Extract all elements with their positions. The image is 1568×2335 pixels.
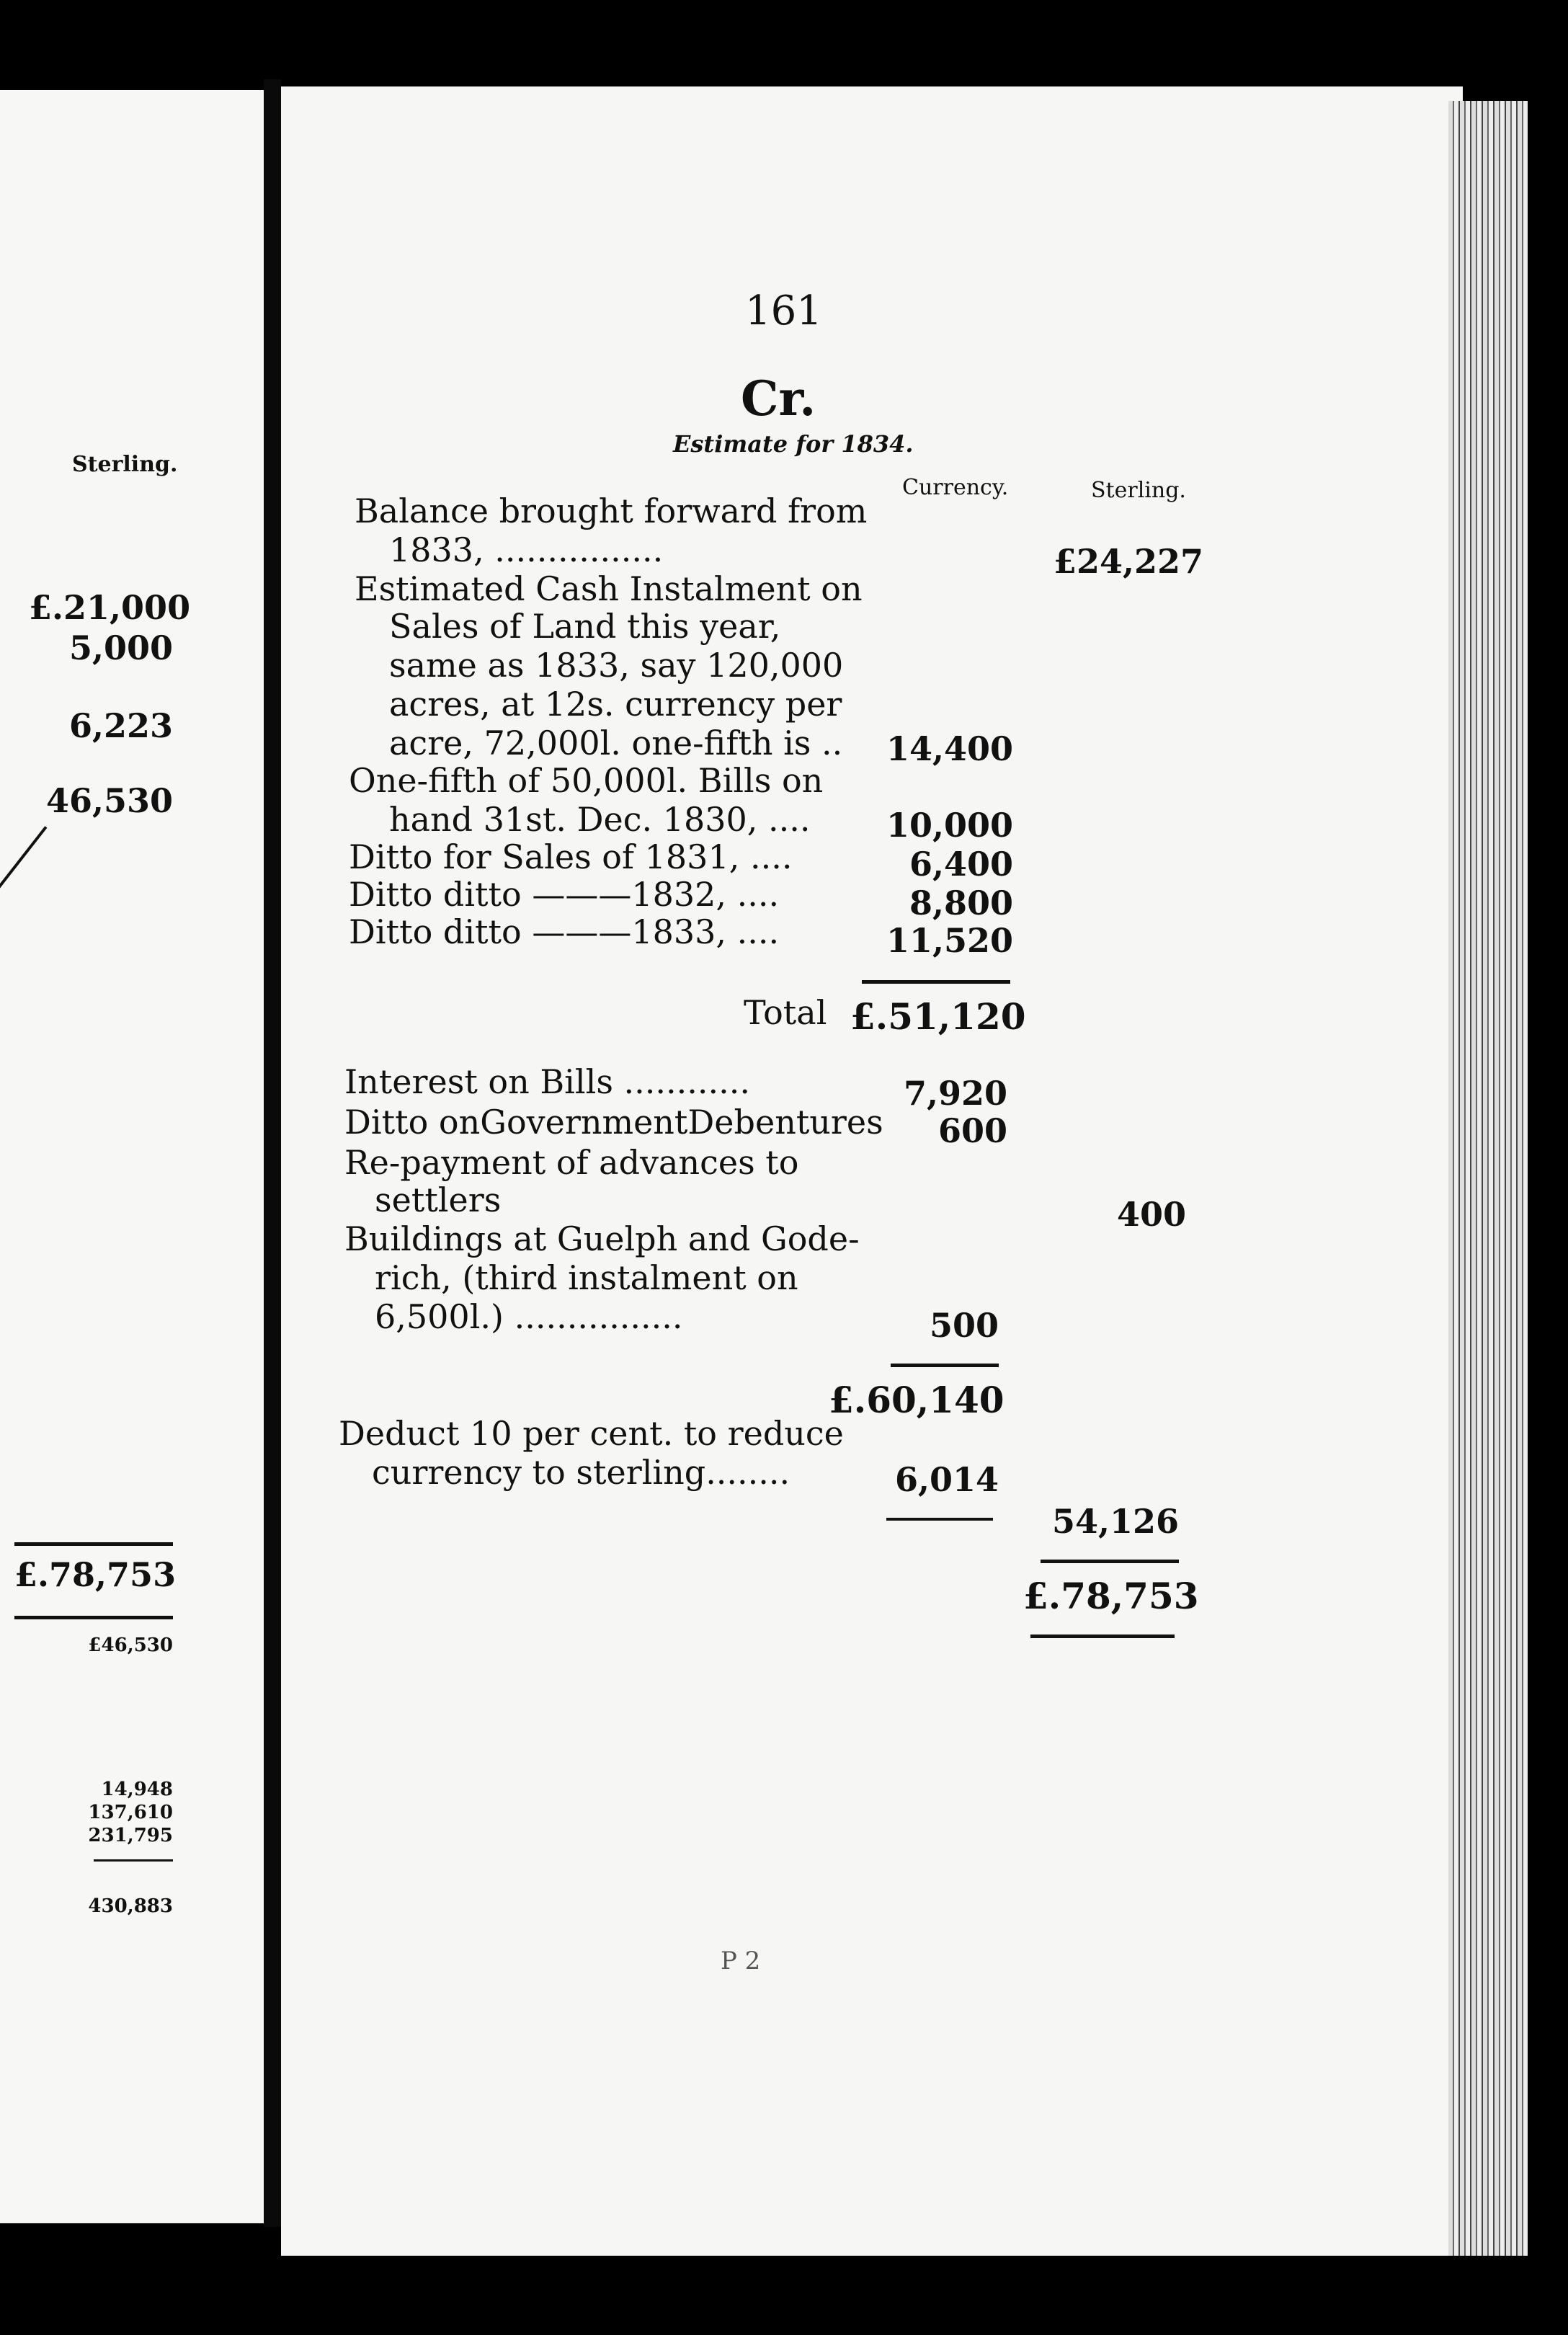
currency-value: 6,400	[909, 845, 1013, 884]
item-text: One-fifth of 50,000l. Bills on	[349, 761, 824, 800]
item-text: Ditto ditto ———1833, ....	[349, 912, 780, 951]
rule	[891, 1364, 999, 1367]
item-text: Ditto for Sales of 1831, ....	[349, 837, 793, 876]
sterling-value: £24,227	[1053, 542, 1203, 581]
currency-subtotal: £.60,140	[829, 1379, 1004, 1421]
rule	[94, 1859, 173, 1862]
item-text: 1833, ................	[389, 530, 664, 569]
item-text: acre, 72,000l. one-fifth is ..	[389, 724, 843, 762]
sterling-value: 54,126	[1051, 1502, 1179, 1541]
currency-value: 600	[937, 1111, 1007, 1150]
item-text: Balance brought forward from	[355, 492, 868, 530]
left-value: 137,610	[88, 1802, 173, 1823]
currency-value: 7,920	[903, 1074, 1007, 1113]
item-text: Sales of Land this year,	[389, 607, 781, 646]
item-text: Deduct 10 per cent. to reduce	[339, 1414, 844, 1453]
left-value: 231,795	[88, 1825, 173, 1846]
item-text: Re-payment of advances to	[344, 1143, 799, 1182]
item-text: Estimated Cash Instalment on	[355, 569, 863, 608]
currency-total: £.51,120	[850, 995, 1026, 1038]
left-value: 430,883	[88, 1895, 173, 1917]
gutter	[264, 79, 281, 2227]
total-label: Total	[744, 993, 827, 1032]
page-edge	[1448, 101, 1528, 2256]
currency-value: 10,000	[886, 806, 1013, 845]
left-total: £.78,753	[14, 1555, 177, 1594]
item-text: Buildings at Guelph and Gode-	[344, 1219, 860, 1258]
currency-value: 11,520	[886, 921, 1013, 960]
left-value: 5,000	[68, 628, 173, 667]
left-value: 46,530	[45, 781, 173, 820]
rule	[14, 1616, 173, 1619]
currency-value: 14,400	[886, 729, 1013, 768]
left-value: 6,223	[68, 706, 173, 745]
item-text: acres, at 12s. currency per	[389, 685, 842, 724]
item-text: Ditto onGovernmentDebentures	[344, 1103, 883, 1142]
rule	[1030, 1634, 1175, 1638]
rule	[886, 1518, 993, 1521]
item-text: Ditto ditto ———1832, ....	[349, 875, 780, 914]
left-sterling-header: Sterling.	[72, 452, 178, 477]
item-text: same as 1833, say 120,000	[389, 646, 844, 685]
sterling-grand-total: £.78,753	[1023, 1575, 1199, 1617]
page-heading: Cr.	[741, 370, 816, 427]
left-value: 14,948	[101, 1779, 173, 1800]
item-text: settlers	[375, 1180, 502, 1219]
item-text: rich, (third instalment on	[375, 1258, 798, 1297]
item-text: 6,500l.) ................	[375, 1297, 683, 1336]
left-value: £46,530	[88, 1634, 173, 1656]
item-text: currency to sterling........	[372, 1453, 790, 1492]
sterling-column-header: Sterling.	[1091, 478, 1186, 503]
rule	[862, 980, 1010, 984]
currency-value: 500	[929, 1306, 999, 1345]
signature-mark: P 2	[721, 1947, 761, 1975]
sterling-value: 400	[1116, 1195, 1186, 1234]
rule	[14, 1542, 173, 1546]
rule	[1041, 1560, 1179, 1563]
currency-column-header: Currency.	[902, 475, 1009, 500]
page-number: 161	[745, 288, 822, 334]
currency-value: 6,014	[894, 1460, 999, 1499]
left-value: £.21,000	[29, 588, 191, 627]
item-text: Interest on Bills ............	[344, 1062, 751, 1101]
currency-value: 8,800	[909, 884, 1013, 922]
estimate-subheading: Estimate for 1834.	[673, 430, 914, 458]
item-text: hand 31st. Dec. 1830, ....	[389, 800, 811, 839]
